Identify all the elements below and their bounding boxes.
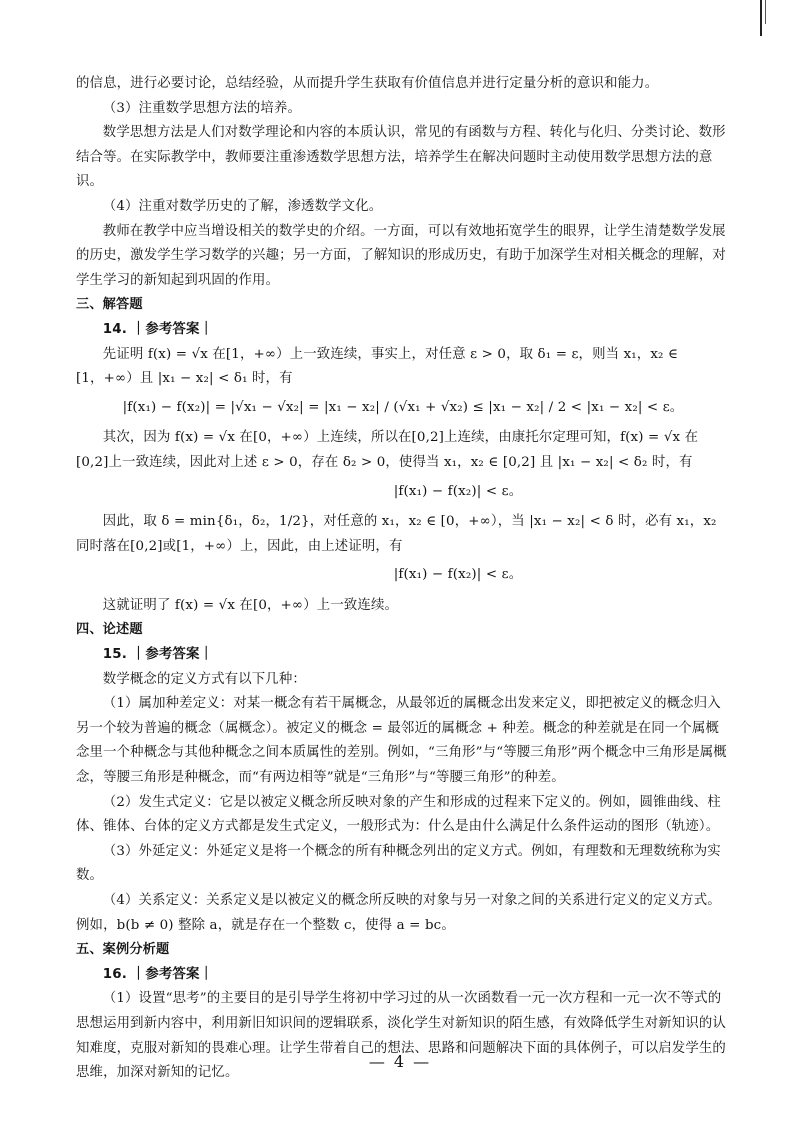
question-answer-heading: 16. ｜参考答案｜	[102, 966, 214, 982]
paragraph: 其次，因为 f(x) = √x 在[0，+∞）上连续，所以在[0,2]上连续，由康托尔定理可知，f(x) = √x 在[0,2]上一致连续，因此对上述 ε > 0，存在 δ₂ > 0，使得当 x₁，x₂ ∈ [0,2] 且 |x₁ − x₂| < δ₂ 时，有	[76, 430, 699, 470]
paragraph: 先证明 f(x) = √x 在[1，+∞）上一致连续，事实上，对任意 ε > 0，取 δ₁ = ε，则当 x₁，x₂ ∈ [1，+∞）且 |x₁ − x₂| < δ₁ 时，有	[76, 346, 679, 387]
paragraph: 数学思想方法是人们对数学理论和内容的本质认识，常见的有函数与方程、转化与化归、分类讨论、数形结合等。在实际教学中，教师要注重渗透数学思想方法，培养学生在解决问题时主动使用数学思想方法的意识。	[76, 125, 726, 190]
list-item: （4）注重对数学历史的了解，渗透数学文化。	[102, 198, 383, 214]
paragraph: 数学概念的定义方式有以下几种：	[102, 671, 306, 687]
formula: |f(x₁) − f(x₂)| < ε。	[393, 567, 523, 583]
list-item: （3）外延定义：外延定义是将一个概念的所有种概念列出的定义方式。例如，有理数和无理数统称为实数。	[76, 843, 721, 884]
formula: |f(x₁) − f(x₂)| = |√x₁ − √x₂| = |x₁ − x₂| / (√x₁ + √x₂) ≤ |x₁ − x₂| / 2 < |x₁ − x₂| < ε。	[122, 399, 684, 415]
scan-edge-line	[765, 0, 766, 24]
paragraph: 因此，取 δ = min{δ₁，δ₂，1/2}，对任意的 x₁，x₂ ∈ [0，+∞），当 |x₁ − x₂| < δ 时，必有 x₁，x₂ 同时落在[0,2]或[1，+∞）上，因此，由上述证明，有	[76, 514, 717, 554]
scan-edge-line	[760, 0, 762, 36]
list-item: （4）关系定义：关系定义是以被定义的概念所反映的对象与另一对象之间的关系进行定义的定义方式。例如，b(b ≠ 0) 整除 a，就是存在一个整数 c，使得 a = bc。	[76, 893, 721, 933]
list-item: （2）发生式定义：它是以被定义概念所反映对象的产生和形成的过程来下定义的。例如，圆锥曲线、柱体、锥体、台体的定义方式都是发生式定义，一般形式为：什么是由什么满足什么条件运动的图形（轨迹）。	[76, 794, 721, 835]
question-answer-heading: 14. ｜参考答案｜	[102, 321, 214, 337]
section-heading: 三、解答题	[76, 297, 143, 313]
paragraph: 这就证明了 f(x) = √x 在[0，+∞）上一致连续。	[102, 597, 399, 613]
list-item: （1）设置“思考”的主要目的是引导学生将初中学习过的从一次函数看一元一次方程和一元一次不等式的思想运用到新内容中，利用新旧知识间的逻辑联系，淡化学生对新知识的陌生感，有效降低学生对新知识的认知难度，克服对新知的畏难心理。让学生带着自己的想法、思路和问题解决下面的具体例子，可以启发学生的思维，加深对新知的记忆。	[76, 991, 726, 1081]
formula: |f(x₁) − f(x₂)| < ε。	[393, 483, 523, 499]
paragraph: 教师在教学中应当增设相关的数学史的介绍。一方面，可以有效地拓宽学生的眼界，让学生清楚数学发展的历史，激发学生学习数学的兴趣；另一方面，了解知识的形成历史，有助于加深学生对相关概念的理解，对学生学习的新知起到巩固的作用。	[76, 223, 726, 288]
paragraph: 的信息，进行必要讨论，总结经验，从而提升学生获取有价值信息并进行定量分析的意识和能力。	[76, 76, 659, 91]
list-item: （1）属加种差定义：对某一概念有若干属概念，从最邻近的属概念出发来定义，即把被定义的概念归入另一个较为普遍的概念（属概念）。被定义的概念 = 最邻近的属概念 + 种差。概念的种差就是在同一个属概念里一个种概念与其他种概念之间本质属性的差别。例如，“三角形”与“等腰三角形”两个概念中三角形是属概念，等腰三角形是种概念，而“有两边相等”就是“三角形”与“等腰三角形”的种差。	[76, 696, 727, 786]
question-answer-heading: 15. ｜参考答案｜	[102, 647, 214, 663]
page-content	[76, 72, 730, 1086]
list-item: （3）注重数学思想方法的培养。	[102, 100, 302, 116]
section-heading: 四、论述题	[76, 622, 143, 638]
page-number: — 4 —	[368, 1052, 432, 1071]
section-heading: 五、案例分析题	[76, 942, 170, 958]
